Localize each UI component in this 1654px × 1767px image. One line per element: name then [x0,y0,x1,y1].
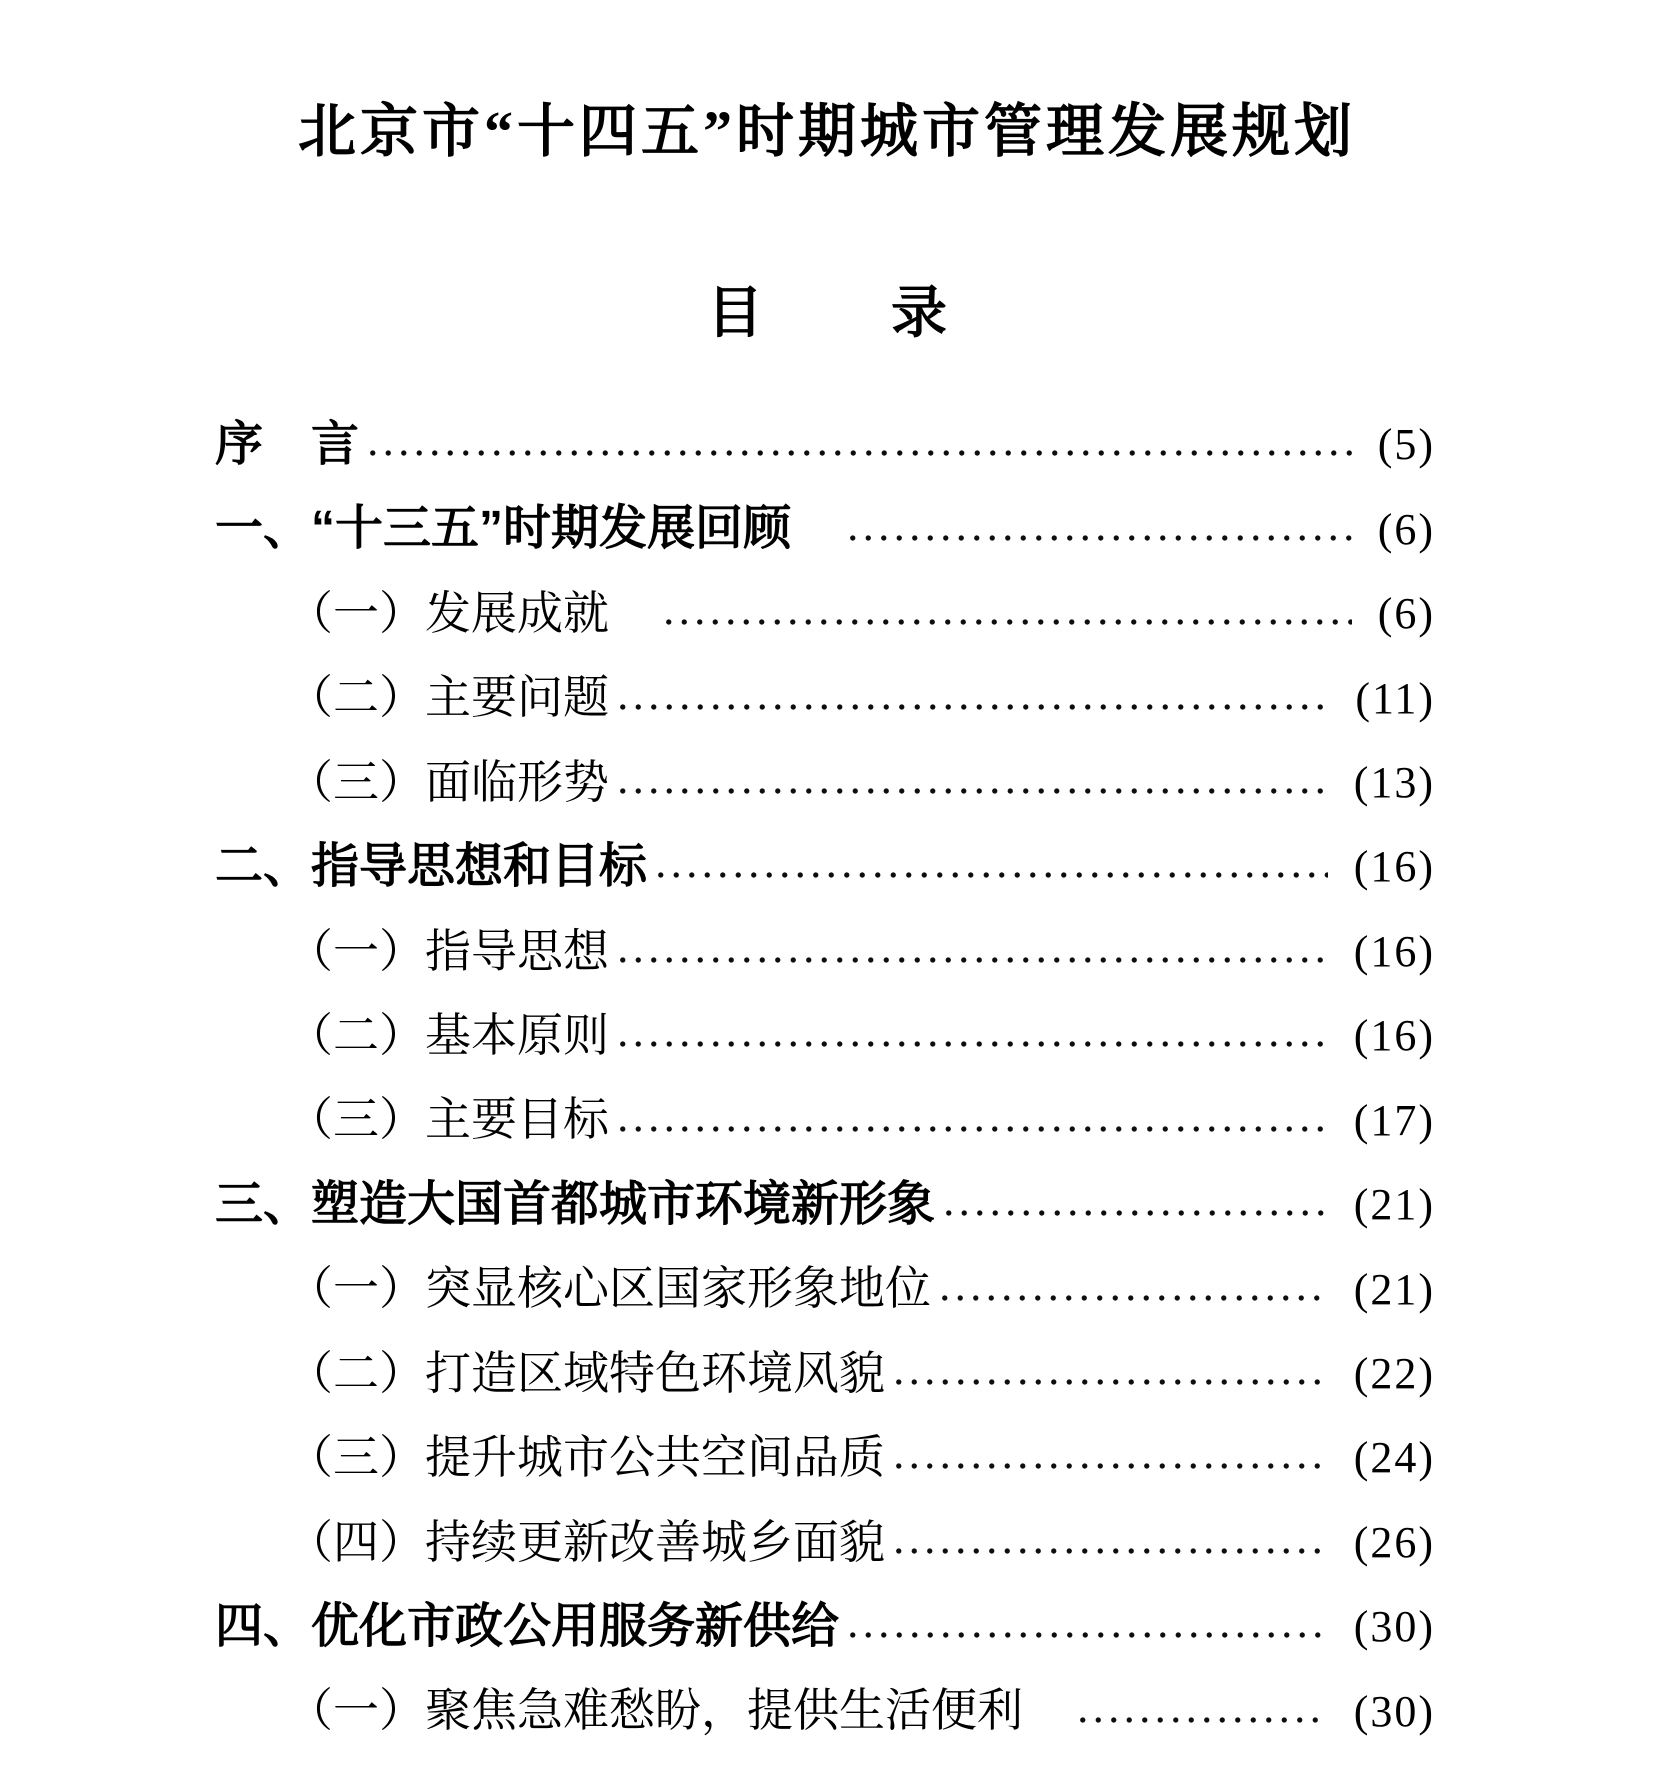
toc-entry-page-number: (5) [1377,420,1435,470]
toc-entry[interactable] [215,825,1435,909]
dot-leader [941,1204,1328,1222]
toc-entry-label: （二）主要问题 [287,672,609,724]
dot-leader [653,866,1328,884]
toc-heading-char-right: 录 [891,283,947,345]
toc-entry-page-number: (13) [1353,757,1435,807]
dot-leader [615,1035,1328,1053]
toc-entry-page-number: (26) [1353,1517,1435,1567]
toc-entry-label: （一）发展成就 [287,587,655,639]
toc-heading-char-left: 目 [707,283,763,345]
dot-leader [365,444,1352,462]
toc-entry-page-number: (6) [1377,589,1435,639]
toc-entry-label: 四、优化市政公用服务新供给 [215,1599,840,1653]
toc-entry-label: （三）面临形势 [287,756,609,808]
toc-entry[interactable] [215,403,1435,487]
document-title: 北京市“十四五”时期城市管理发展规划 [297,99,1356,164]
toc-entry-page-number: (6) [1377,504,1435,554]
toc-entry-label: （二）基本原则 [287,1009,609,1061]
toc-entry-page-number: (21) [1353,1180,1435,1230]
toc-entry-label: （一）指导思想 [287,925,609,977]
toc-entry[interactable] [215,1332,1435,1416]
toc-entry-label: （二）打造区域特色环境风貌 [287,1347,885,1399]
toc-entry-page-number: (16) [1353,926,1435,976]
toc-entry-label: （四）持续更新改善城乡面貌 [287,1516,885,1568]
dot-leader [615,951,1328,969]
dot-leader [1075,1711,1328,1729]
toc-entry-label: 三、塑造大国首都城市环境新形象 [215,1177,936,1231]
dot-leader [891,1457,1328,1475]
toc-entry[interactable] [215,487,1435,571]
dot-leader [891,1373,1328,1391]
toc-entry-page-number: (22) [1353,1349,1435,1399]
toc-entry[interactable] [215,1247,1435,1331]
dot-leader [615,1120,1328,1138]
toc-entry-page-number: (24) [1353,1433,1435,1483]
toc-entry-page-number: (30) [1353,1602,1435,1652]
toc-entry-label: 二、指导思想和目标 [215,840,648,893]
toc-entry-label: 序 言 [215,417,360,471]
dot-leader [661,613,1352,631]
toc-entry[interactable] [215,910,1435,994]
toc-entry[interactable] [215,1416,1435,1500]
dot-leader [845,1626,1328,1644]
toc-entry-page-number: (16) [1353,842,1435,892]
toc-entry-label: （一）突显核心区国家形象地位 [287,1263,931,1315]
toc-entry[interactable] [215,1585,1435,1669]
toc-entry-page-number: (21) [1353,1264,1435,1314]
toc-entry-page-number: (17) [1353,1095,1435,1145]
toc-entry[interactable] [215,741,1435,825]
toc-entry-label: （三）主要目标 [287,1094,609,1146]
toc-heading [0,283,1654,345]
toc-entry-page-number: (11) [1355,673,1435,723]
toc-list [215,403,1435,1754]
dot-leader [615,698,1329,716]
toc-entry[interactable] [215,656,1435,740]
dot-leader [615,782,1328,800]
toc-entry[interactable] [215,1079,1435,1163]
toc-entry-label: 一、“十三五”时期发展回顾 [215,502,840,556]
toc-entry[interactable] [215,994,1435,1078]
dot-leader [891,1542,1328,1560]
toc-entry[interactable] [215,1163,1435,1247]
toc-entry-label: （一）聚焦急难愁盼，提供生活便利 [287,1685,1069,1737]
toc-entry[interactable] [215,572,1435,656]
dot-leader [937,1289,1328,1307]
toc-entry[interactable] [215,1501,1435,1585]
dot-leader [845,529,1352,547]
toc-entry[interactable] [215,1670,1435,1754]
toc-entry-label: （三）提升城市公共空间品质 [287,1432,885,1484]
toc-entry-page-number: (30) [1353,1686,1435,1736]
toc-entry-page-number: (16) [1353,1011,1435,1061]
